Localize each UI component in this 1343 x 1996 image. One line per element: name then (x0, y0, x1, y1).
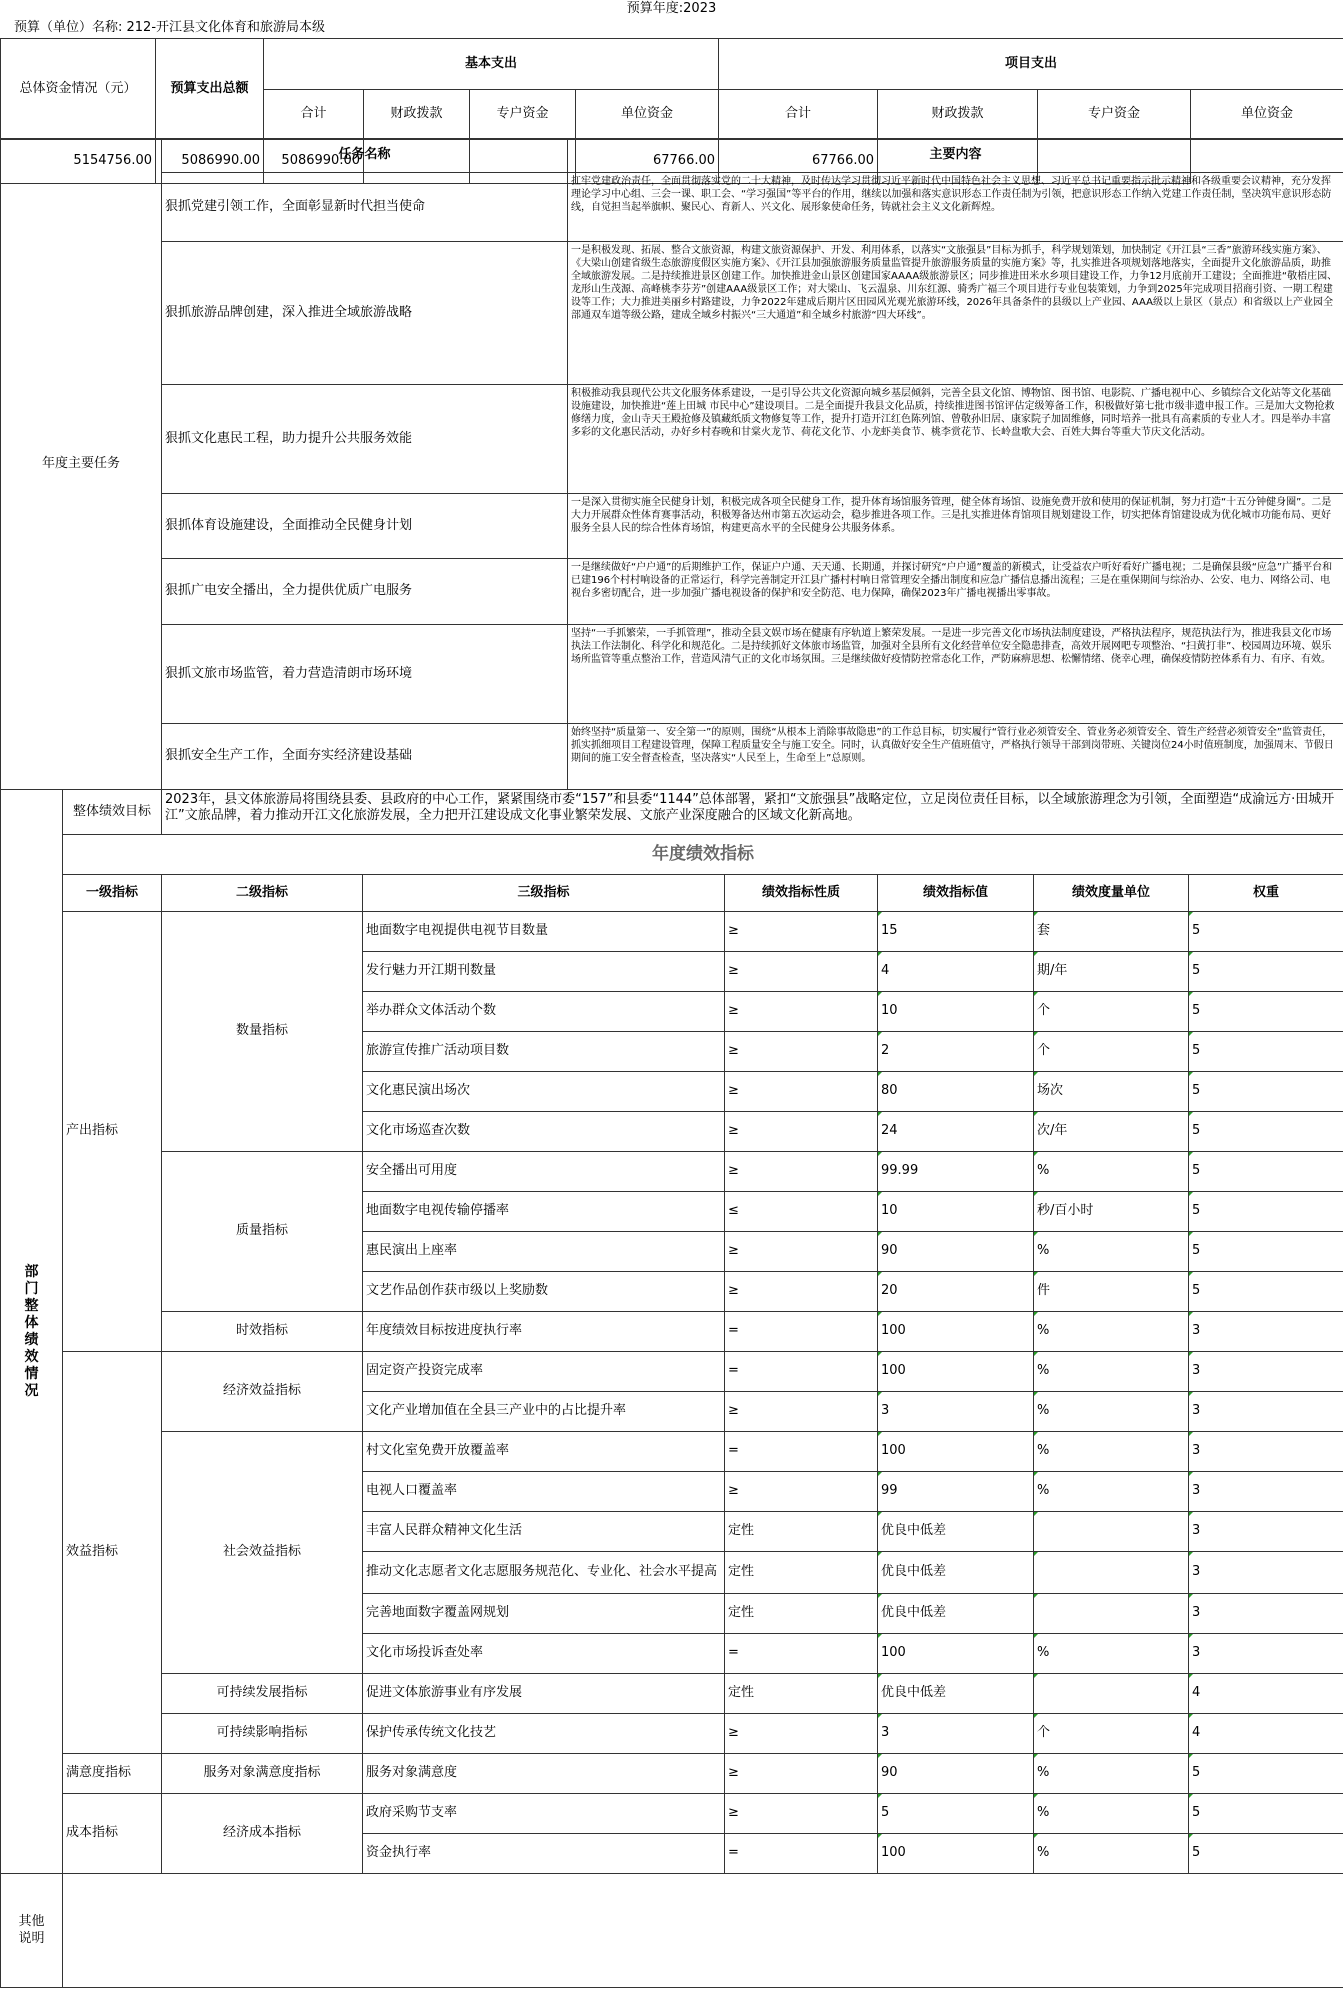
indicator-weight: 3 (1189, 1392, 1343, 1432)
indicator-nature: = (725, 1432, 878, 1472)
task-name: 狠抓体育设施建设，全面推动全民健身计划 (162, 494, 568, 559)
indicator-weight: 3 (1189, 1472, 1343, 1512)
funds-basic-total: 5086990.00 (156, 140, 264, 184)
indicator-nature: ≥ (725, 992, 878, 1032)
overall-target-label: 整体绩效目标 (63, 790, 162, 835)
level3-indicator: 促进文体旅游事业有序发展 (363, 1674, 725, 1714)
indicator-weight: 5 (1189, 1152, 1343, 1192)
indicator-nature: ≥ (725, 952, 878, 992)
indicator-value: 90 (878, 1754, 1034, 1794)
indicator-nature: ≥ (725, 1232, 878, 1272)
budget-year: 预算年度:2023 (626, 1, 717, 16)
indicator-value: 100 (878, 1432, 1034, 1472)
level3-indicator: 政府采购节支率 (363, 1794, 725, 1834)
indicator-header: 二级指标 (162, 875, 363, 912)
indicator-weight: 3 (1189, 1594, 1343, 1634)
indicator-nature: 定性 (725, 1552, 878, 1594)
level3-indicator: 丰富人民群众精神文化生活 (363, 1512, 725, 1552)
indicator-value: 100 (878, 1834, 1034, 1874)
funds-project-header: 项目支出 (719, 39, 1343, 90)
indicator-weight: 3 (1189, 1352, 1343, 1392)
task-content: 一是深入贯彻实施全民健身计划，积极完成各项全民健身工作，提升体育场馆服务管理，健全体育场馆、设施免费开放和使用的保证机制，努力打造“十五分钟健身圈”。二是大力开展群众性体育赛事活动，积极筹备达州市第五次运动会，稳步推进各项工作。三是扎实推进体育馆项目规划建设工作，切实把体育馆建设成为优化城市功能布局、更好服务全县人民的综合性体育场馆，构建更高水平的全民健身公共服务体系。 (568, 494, 1343, 559)
level3-indicator: 地面数字电视传输停播率 (363, 1192, 725, 1232)
indicator-weight: 5 (1189, 992, 1343, 1032)
indicator-nature: ≥ (725, 1152, 878, 1192)
indicator-weight: 3 (1189, 1312, 1343, 1352)
performance-table (0, 789, 1343, 1988)
indicator-value: 24 (878, 1112, 1034, 1152)
indicator-header: 绩效指标性质 (725, 875, 878, 912)
level2-indicator: 时效指标 (162, 1312, 363, 1352)
indicator-weight: 5 (1189, 1834, 1343, 1874)
indicator-nature: 定性 (725, 1674, 878, 1714)
indicator-value: 100 (878, 1634, 1034, 1674)
level3-indicator: 保护传承传统文化技艺 (363, 1714, 725, 1754)
indicator-unit: 个 (1034, 1032, 1189, 1072)
indicator-weight: 5 (1189, 952, 1343, 992)
indicator-unit: % (1034, 1432, 1189, 1472)
indicator-weight: 5 (1189, 1754, 1343, 1794)
indicator-unit: % (1034, 1352, 1189, 1392)
level1-indicator: 满意度指标 (63, 1754, 162, 1794)
indicator-unit: 秒/百小时 (1034, 1192, 1189, 1232)
tasks-row-label: 年度主要任务 (1, 139, 162, 790)
indicator-unit: % (1034, 1152, 1189, 1192)
indicator-nature: ≥ (725, 1794, 878, 1834)
indicator-value: 99 (878, 1472, 1034, 1512)
indicator-nature: ≥ (725, 1032, 878, 1072)
task-name: 狠抓文化惠民工程，助力提升公共服务效能 (162, 385, 568, 494)
tasks-col-name: 任务名称 (162, 139, 568, 173)
indicator-value: 10 (878, 1192, 1034, 1232)
funds-total-value: 5154756.00 (1, 140, 156, 184)
indicator-unit: 件 (1034, 1272, 1189, 1312)
indicator-unit: % (1034, 1754, 1189, 1794)
indicator-weight: 5 (1189, 1032, 1343, 1072)
level2-indicator: 经济效益指标 (162, 1352, 363, 1432)
indicator-unit: 个 (1034, 1714, 1189, 1754)
indicator-weight: 5 (1189, 1232, 1343, 1272)
indicator-value: 3 (878, 1714, 1034, 1754)
indicator-value: 优良中低差 (878, 1594, 1034, 1634)
level3-indicator: 惠民演出上座率 (363, 1232, 725, 1272)
indicator-value: 优良中低差 (878, 1512, 1034, 1552)
indicator-unit: % (1034, 1232, 1189, 1272)
indicator-value: 优良中低差 (878, 1552, 1034, 1594)
level3-indicator: 安全播出可用度 (363, 1152, 725, 1192)
indicator-value: 99.99 (878, 1152, 1034, 1192)
level2-indicator: 数量指标 (162, 912, 363, 1152)
indicator-value: 80 (878, 1072, 1034, 1112)
level1-indicator: 成本指标 (63, 1794, 162, 1874)
indicator-nature: 定性 (725, 1512, 878, 1552)
level3-indicator: 文艺作品创作获市级以上奖励数 (363, 1272, 725, 1312)
indicator-unit: % (1034, 1634, 1189, 1674)
indicator-nature: = (725, 1312, 878, 1352)
level2-indicator: 经济成本指标 (162, 1794, 363, 1874)
task-name: 狠抓旅游品牌创建，深入推进全域旅游战略 (162, 242, 568, 385)
level3-indicator: 旅游宣传推广活动项目数 (363, 1032, 725, 1072)
indicator-nature: ≥ (725, 1272, 878, 1312)
indicator-unit: 套 (1034, 912, 1189, 952)
indicator-weight: 5 (1189, 1192, 1343, 1232)
funds-sub-header: 专户资金 (1038, 89, 1191, 140)
task-content: 始终坚持“质量第一、安全第一”的原则，围绕“从根本上消除事故隐患”的工作总目标，切实履行“管行业必须管安全、管业务必须管安全、管生产经营必须管安全”监管责任，抓实抓细项目工程建设管理，保障工程质量安全与施工安全。同时，认真做好安全生产值班值守，严格执行领导干部到岗带班、关键岗位24小时值班制度，加强周末、节假日期间的施工安全督查检查，坚决落实“人民至上，生命至上”总原则。 (568, 724, 1343, 790)
level3-indicator: 文化产业增加值在全县三产业中的占比提升率 (363, 1392, 725, 1432)
other-notes-text (63, 1874, 1343, 1988)
funds-total-header: 预算支出总额 (156, 39, 264, 140)
funds-row-label: 总体资金情况（元） (1, 39, 156, 140)
task-content: 一是积极发现、拓展、整合文旅资源，构建文旅资源保护、开发、利用体系，以落实“文旅强县”目标为抓手，科学规划策划，加快制定《开江县“三香”旅游环线实施方案》、《大梁山创建省级生态旅游度假区实施方案》、《开江县加强旅游服务质量监管提升旅游服务质量的实施方案》等，扎实推进各项规划落地落实，全面提升文化旅游品质，助推全域旅游发展。二是持续推进景区创建工作。加快推进金山景区创建国家AAAA级旅游景区；同步推进田米水乡项目建设工作，力争12月底前开工建设；全面推进“敬梧庄园、龙形山生茂源、高峰桃李芬芳”创建AAA级景区工作；对大梁山、飞云温泉、川东红源、骑秀广福三个项目进行专业包装策划，力争到2025年完成项目招商引资、一期工程建设等工作；大力推进美丽乡村路建设，力争2022年建成后期片区田园风光观光旅游环线，2026年具备条件的县级以上产业园、AAA级以上景区（景点）和省级以上产业园全部通双车道等级公路，建成全域乡村振兴“三大通道”和全域乡村旅游“四大环线”。 (568, 242, 1343, 385)
level3-indicator: 年度绩效目标按进度执行率 (363, 1312, 725, 1352)
level3-indicator: 发行魅力开江期刊数量 (363, 952, 725, 992)
indicator-weight: 5 (1189, 1794, 1343, 1834)
indicator-unit: % (1034, 1834, 1189, 1874)
task-content: 坚持“一手抓繁荣，一手抓管理”，推动全县文娱市场在健康有序轨道上繁荣发展。一是进一步完善文化市场执法制度建设，严格执法程序，规范执法行为，推进我县文化市场执法工作法制化、科学化和规范化。二是持续抓好文体旅市场监管，加强对全县所有文化经营单位安全隐患排查，高效开展网吧专项整治、“扫黄打非”、校园周边环境、娱乐场所监管等重点整治工作，营造风清气正的文化市场氛围。三是继续做好疫情防控常态化工作，严防麻痹思想、松懈情绪、侥幸心理，确保疫情防控体系有力、有序、有效。 (568, 625, 1343, 724)
indicator-nature: ≥ (725, 1472, 878, 1512)
indicator-weight: 3 (1189, 1512, 1343, 1552)
indicator-unit: 个 (1034, 992, 1189, 1032)
overall-target-text: 2023年，县文体旅游局将围绕县委、县政府的中心工作，紧紧围绕市委“157”和县委“1144”总体部署，紧扣“文旅强县”战略定位，立足岗位责任目标，以全域旅游理念为引领，全面塑造“成渝远方·田城开江”文旅品牌，着力推动开江文化旅游发展，全力把开江建设成文化事业繁荣发展、文旅产业深度融合的区域文化新高地。 (162, 790, 1343, 835)
funds-sub-header: 合计 (719, 89, 878, 140)
indicator-unit: % (1034, 1472, 1189, 1512)
budget-unit-name: 预算（单位）名称: 212-开江县文化体育和旅游局本级 (14, 20, 326, 35)
indicator-unit: 期/年 (1034, 952, 1189, 992)
level3-indicator: 文化市场巡查次数 (363, 1112, 725, 1152)
task-content: 一是继续做好“户户通”的后期维护工作，保证户户通、天天通、长期通，并探讨研究“户户通”覆盖的新模式，让受益农户听好看好广播电视；二是确保县级“应急”广播平台和已建196个村村响设备的正常运行，科学完善制定开江县广播村村响日常管理安全播出制度和应急广播信息播出流程；三是在重保期间与综治办、公安、电力、网络公司、电视台多密切配合，进一步加强广播电视设备的保护和安全防范、电力保障，确保2023年广播电视播出零事故。 (568, 559, 1343, 625)
indicator-unit: 次/年 (1034, 1112, 1189, 1152)
indicator-value: 20 (878, 1272, 1034, 1312)
indicator-header: 三级指标 (363, 875, 725, 912)
task-content: 扛牢党建政治责任，全面贯彻落实党的二十大精神，及时传达学习贯彻习近平新时代中国特色社会主义思想、习近平总书记重要指示批示精神和各级重要会议精神，充分发挥理论学习中心组、三会一课、职工会、“学习强国”等平台的作用，继续以加强和落实意识形态工作责任制为引领，把意识形态工作纳入党建工作责任制，坚决筑牢意识形态防线，自觉担当起举旗帜、聚民心、育新人、兴文化、展形象使命任务，铸就社会主义文化新辉煌。 (568, 173, 1343, 242)
funds-sub-header: 财政拨款 (364, 89, 470, 140)
funds-basic-fiscal: 5086990.00 (264, 140, 364, 184)
indicator-value: 100 (878, 1352, 1034, 1392)
indicator-value: 2 (878, 1032, 1034, 1072)
level3-indicator: 村文化室免费开放覆盖率 (363, 1432, 725, 1472)
indicator-unit (1034, 1512, 1189, 1552)
indicator-value: 90 (878, 1232, 1034, 1272)
level2-indicator: 可持续影响指标 (162, 1714, 363, 1754)
task-name: 狠抓党建引领工作，全面彰显新时代担当使命 (162, 173, 568, 242)
indicator-unit (1034, 1674, 1189, 1714)
indicator-nature: 定性 (725, 1594, 878, 1634)
tasks-table (0, 138, 1343, 790)
level3-indicator: 固定资产投资完成率 (363, 1352, 725, 1392)
funds-sub-header: 单位资金 (576, 89, 719, 140)
indicator-header: 权重 (1189, 875, 1343, 912)
tasks-col-content: 主要内容 (568, 139, 1343, 173)
indicator-nature: ≥ (725, 1392, 878, 1432)
level2-indicator: 质量指标 (162, 1152, 363, 1312)
indicator-value: 4 (878, 952, 1034, 992)
indicator-weight: 3 (1189, 1634, 1343, 1674)
level2-indicator: 社会效益指标 (162, 1432, 363, 1674)
indicator-nature: ≤ (725, 1192, 878, 1232)
level3-indicator: 文化市场投诉查处率 (363, 1634, 725, 1674)
indicator-unit (1034, 1594, 1189, 1634)
funds-sub-header: 单位资金 (1191, 89, 1343, 140)
indicator-value: 3 (878, 1392, 1034, 1432)
indicator-header: 绩效度量单位 (1034, 875, 1189, 912)
indicator-header: 一级指标 (63, 875, 162, 912)
indicator-nature: ≥ (725, 1112, 878, 1152)
indicator-weight: 4 (1189, 1714, 1343, 1754)
indicator-nature: = (725, 1634, 878, 1674)
indicator-value: 10 (878, 992, 1034, 1032)
indicator-unit: 场次 (1034, 1072, 1189, 1112)
funds-project-total: 67766.00 (576, 140, 719, 184)
task-name: 狠抓广电安全播出，全力提供优质广电服务 (162, 559, 568, 625)
indicator-value: 100 (878, 1312, 1034, 1352)
task-name: 狠抓文旅市场监管，着力营造清朗市场环境 (162, 625, 568, 724)
indicator-value: 15 (878, 912, 1034, 952)
level1-indicator: 产出指标 (63, 912, 162, 1352)
indicator-nature: ≥ (725, 1072, 878, 1112)
level3-indicator: 服务对象满意度 (363, 1754, 725, 1794)
task-content: 积极推动我县现代公共文化服务体系建设，一是引导公共文化资源向城乡基层倾斜，完善全县文化馆、博物馆、图书馆、电影院、广播电视中心、乡镇综合文化站等文化基础设施建设，加快推进“莲上田城 市民中心”建设项目。二是全面提升我县文化品质，持续推进图书馆评估定级筹备工作，积极做好第七批市级非遗申报工作。三是加大文物抢救修缮力度，金山寺天王殿抢修及镇藏纸质文物修复等工作，提升打造开江红色陈列馆、曾敬孙旧居、康家院子加固维修，同时培养一批具有高素质的专业人才。四是举办丰富多彩的文化惠民活动，办好乡村春晚和甘棠火龙节、荷花文化节、小龙虾美食节、桃李赏花节、长岭盘歌大会、百姓大舞台等重大节庆文化活动。 (568, 385, 1343, 494)
indicator-value: 5 (878, 1794, 1034, 1834)
task-name: 狠抓安全生产工作，全面夯实经济建设基础 (162, 724, 568, 790)
indicator-nature: = (725, 1352, 878, 1392)
level3-indicator: 地面数字电视提供电视节目数量 (363, 912, 725, 952)
indicator-title: 年度绩效指标 (63, 835, 1343, 875)
indicator-value: 优良中低差 (878, 1674, 1034, 1714)
indicator-unit: % (1034, 1392, 1189, 1432)
level3-indicator: 资金执行率 (363, 1834, 725, 1874)
indicator-weight: 5 (1189, 912, 1343, 952)
level2-indicator: 可持续发展指标 (162, 1674, 363, 1714)
indicator-weight: 5 (1189, 1112, 1343, 1152)
performance-side-label: 部门整体绩效情况 (1, 790, 63, 1874)
indicator-nature: = (725, 1834, 878, 1874)
indicator-weight: 5 (1189, 1272, 1343, 1312)
indicator-unit: % (1034, 1312, 1189, 1352)
level2-indicator: 服务对象满意度指标 (162, 1754, 363, 1794)
indicator-nature: ≥ (725, 912, 878, 952)
level3-indicator: 完善地面数字覆盖网规划 (363, 1594, 725, 1634)
funds-sub-header: 财政拨款 (878, 89, 1038, 140)
indicator-weight: 3 (1189, 1552, 1343, 1594)
indicator-unit: % (1034, 1794, 1189, 1834)
level3-indicator: 推动文化志愿者文化志愿服务规范化、专业化、社会水平提高 (363, 1552, 725, 1594)
level3-indicator: 举办群众文体活动个数 (363, 992, 725, 1032)
indicator-header: 绩效指标值 (878, 875, 1034, 912)
indicator-weight: 5 (1189, 1072, 1343, 1112)
funds-project-fiscal: 67766.00 (719, 140, 878, 184)
funds-basic-header: 基本支出 (264, 39, 719, 90)
funds-sub-header: 合计 (264, 89, 364, 140)
level1-indicator: 效益指标 (63, 1352, 162, 1754)
level3-indicator: 文化惠民演出场次 (363, 1072, 725, 1112)
other-notes-label: 其他说明 (1, 1874, 63, 1988)
funds-sub-header: 专户资金 (470, 89, 576, 140)
indicator-weight: 4 (1189, 1674, 1343, 1714)
indicator-nature: ≥ (725, 1754, 878, 1794)
indicator-nature: ≥ (725, 1714, 878, 1754)
level3-indicator: 电视人口覆盖率 (363, 1472, 725, 1512)
indicator-weight: 3 (1189, 1432, 1343, 1472)
indicator-unit (1034, 1552, 1189, 1594)
